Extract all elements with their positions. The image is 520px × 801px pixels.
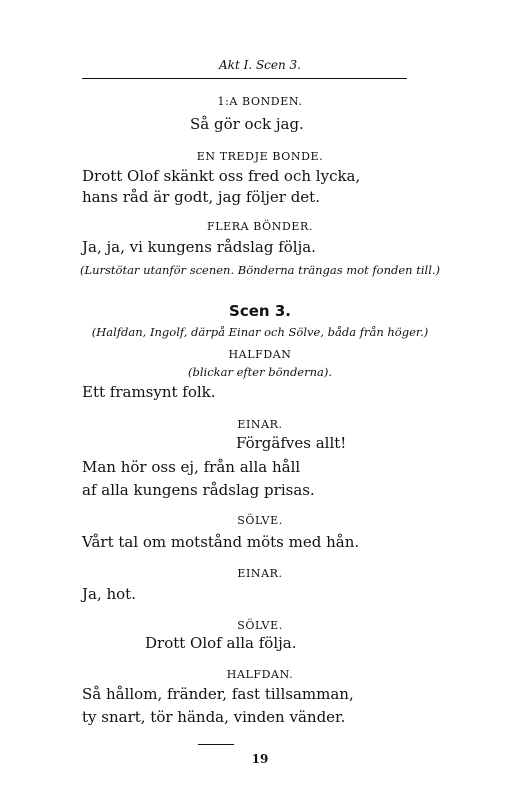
scene-heading: Scen 3. — [229, 302, 291, 320]
verse-line: ty snart, tör hända, vinden vänder. — [82, 708, 346, 726]
speaker-label: HALFDAN. — [226, 668, 294, 681]
speaker-label: FLERA BÖNDER. — [206, 220, 314, 233]
header-rule — [82, 78, 407, 79]
verse-line: Ett framsynt folk. — [82, 383, 216, 401]
verse-line: Vårt tal om motstånd möts med hån. — [82, 533, 360, 551]
verse-line: af alla kungens rådslag prisas. — [82, 481, 315, 499]
page-number: 19 — [251, 752, 269, 766]
verse-line: Så gör ock jag. — [190, 115, 304, 133]
verse-line: Ja, hot. — [82, 585, 136, 603]
verse-line: hans råd är godt, jag följer det. — [82, 188, 320, 206]
speaker-label: EINAR. — [237, 418, 283, 431]
speaker-label: SÖLVE. — [237, 619, 283, 632]
stage-direction: (blickar efter bönderna). — [187, 365, 333, 379]
verse-line: Så hållom, fränder, fast tillsamman, — [82, 685, 354, 703]
running-header: Akt I. Scen 3. — [219, 58, 301, 72]
stage-direction: (Lurstötar utanför scenen. Bönderna trängas mot fonden till.) — [79, 263, 441, 277]
speaker-label: HALFDAN — [228, 348, 292, 361]
footer-rule — [198, 744, 234, 745]
speaker-label: EINAR. — [237, 567, 283, 580]
verse-line: Man hör oss ej, från alla håll — [82, 458, 301, 476]
verse-line: Ja, ja, vi kungens rådslag följa. — [82, 238, 316, 256]
speaker-label: SÖLVE. — [237, 514, 283, 527]
stage-direction: (Halfdan, Ingolf, därpå Einar och Sölve, båda från höger.) — [91, 325, 429, 339]
speaker-label: 1:A BONDEN. — [217, 95, 303, 108]
verse-line: Förgäfves allt! — [236, 434, 347, 452]
verse-line: Drott Olof skänkt oss fred och lycka, — [82, 167, 361, 185]
verse-line: Drott Olof alla följa. — [145, 634, 297, 652]
speaker-label: EN TREDJE BONDE. — [196, 150, 324, 163]
